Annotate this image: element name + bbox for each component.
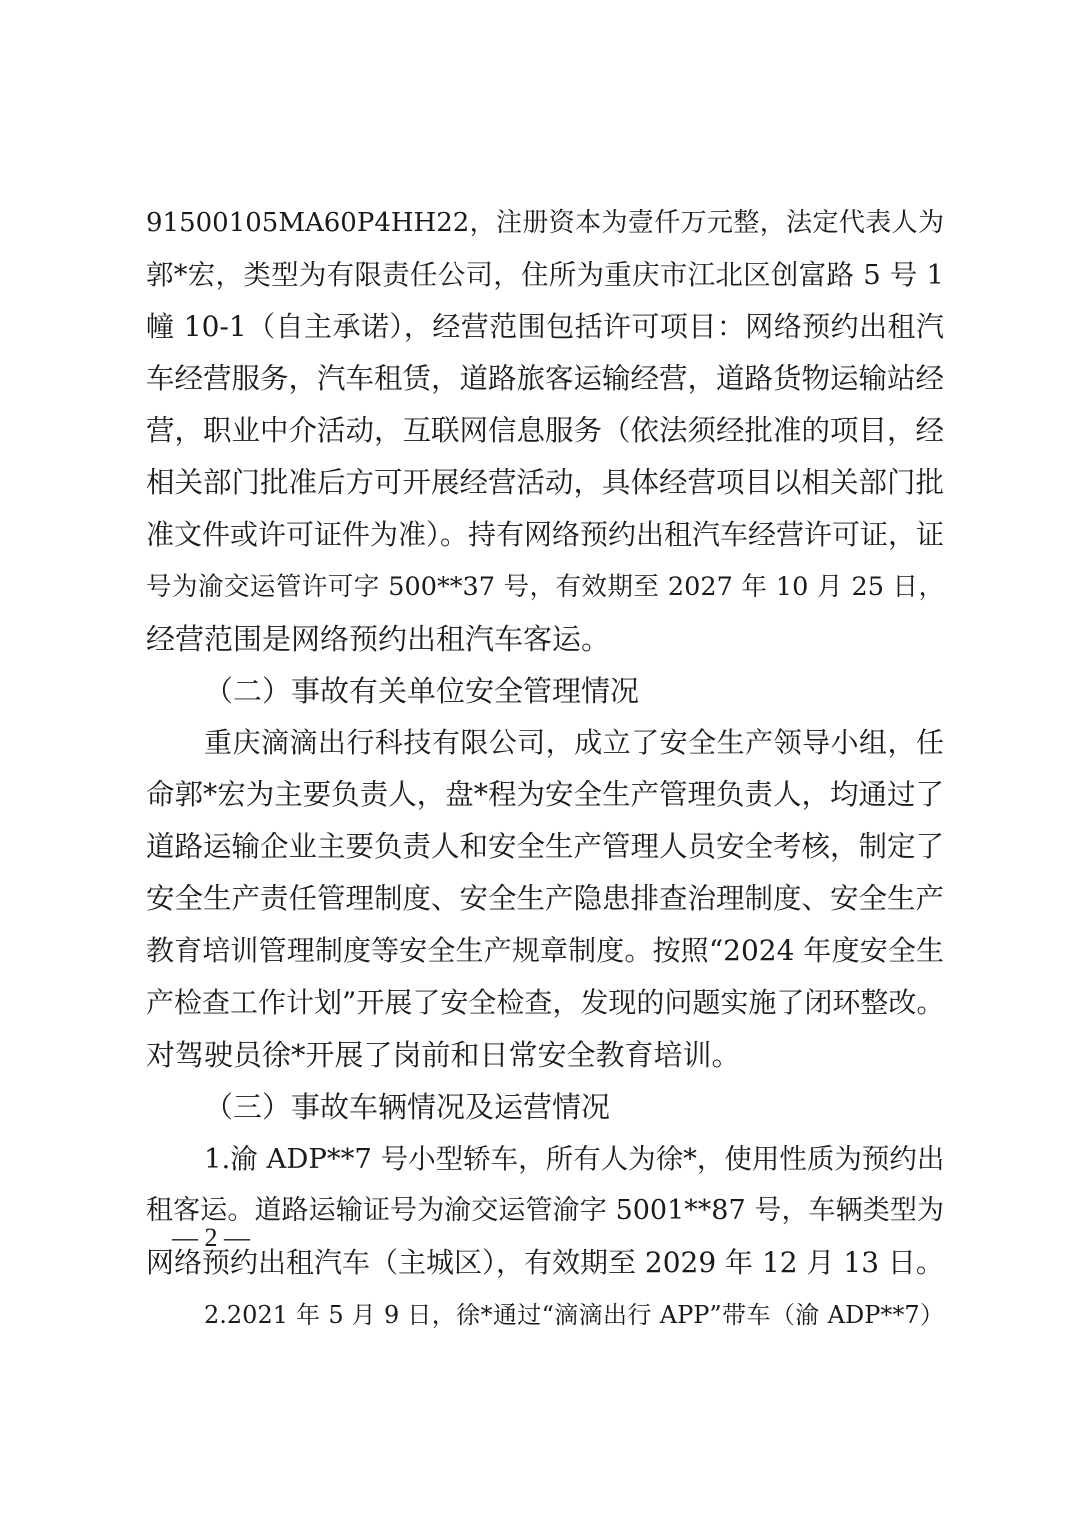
paragraph-line: 命郭*宏为主要负责人，盘*程为安全生产管理负责人，均通过了 <box>146 778 945 811</box>
paragraph-line: 对驾驶员徐*开展了岗前和日常安全教育培训。 <box>146 1038 741 1072</box>
paragraph-line: 准文件或许可证件为准）。持有网络预约出租汽车经营许可证，证 <box>146 518 945 551</box>
paragraph-line: 安全生产责任管理制度、安全生产隐患排查治理制度、安全生产 <box>146 882 945 915</box>
paragraph-line: 郭*宏，类型为有限责任公司，住所为重庆市江北区创富路 5 号 1 <box>146 259 944 291</box>
paragraph-line: 营，职业中介活动，互联网信息服务（依法须经批准的项目，经 <box>146 414 945 447</box>
paragraph-line: 道路运输企业主要负责人和安全生产管理人员安全考核，制定了 <box>146 830 945 863</box>
paragraph-line: 车经营服务，汽车租赁，道路旅客运输经营，道路货物运输站经 <box>146 362 945 395</box>
paragraph-line: 幢 10-1（自主承诺），经营范围包括许可项目：网络预约出租汽 <box>146 310 944 343</box>
paragraph-line: 重庆滴滴出行科技有限公司，成立了安全生产领导小组，任 <box>204 726 944 759</box>
paragraph-line: 号为渝交运管许可字 500**37 号，有效期至 2027 年 10 月 25 日， <box>146 572 944 602</box>
paragraph-line: 1.渝 ADP**7 号小型轿车，所有人为徐*，使用性质为预约出 <box>204 1143 945 1175</box>
paragraph-line: 91500105MA60P4HH22，注册资本为壹仟万元整，法定代表人为 <box>146 208 944 238</box>
paragraph-line: 教育培训管理制度等安全生产规章制度。按照“2024 年度安全生 <box>146 934 944 967</box>
paragraph-line: 2.2021 年 5 月 9 日，徐*通过“滴滴出行 APP”带车（渝 ADP**7） <box>204 1301 944 1329</box>
paragraph-line: 产检查工作计划”开展了安全检查，发现的问题实施了闭环整改。 <box>146 986 945 1019</box>
section-heading: （三）事故车辆情况及运营情况 <box>204 1090 611 1124</box>
document-body <box>146 197 944 1341</box>
paragraph-line: 租客运。道路运输证号为渝交运管渝字 5001**87 号，车辆类型为 <box>146 1195 944 1226</box>
paragraph-line: 经营范围是网络预约出租汽车客运。 <box>146 622 611 656</box>
paragraph-line: 网络预约出租汽车（主城区），有效期至 2029 年 12 月 13 日。 <box>146 1246 944 1279</box>
paragraph-line: 相关部门批准后方可开展经营活动，具体经营项目以相关部门批 <box>146 466 945 499</box>
page-number: — 2 — <box>172 1223 250 1252</box>
section-heading: （二）事故有关单位安全管理情况 <box>204 674 640 708</box>
